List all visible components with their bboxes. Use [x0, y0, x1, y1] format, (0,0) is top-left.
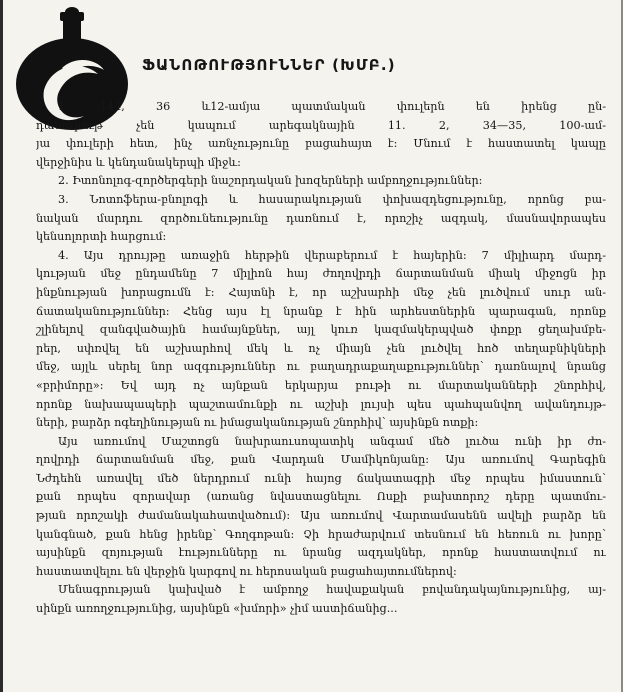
- text-line: թյան որոշակի ժամանակահատվածում): Այս առումով Վարտամասենն ավելի բարձր են: [36, 509, 606, 523]
- text-line: Մենագրության կախված է ամբողջ հավաքական բովանդակայնությունից, այ-: [58, 583, 606, 597]
- text-line: ղովրդի ճարտանման մեջ, քան Վարդան Մամիկոնյանը: Այս առումով Գարեգին: [36, 453, 606, 467]
- heading-title: ՖԱՆՈԹՈՒԹՅՈՒՆՆԵՐ: [142, 56, 326, 74]
- text-line: սինքն առողջությունից, այսինքն «խմորի» չիմ աստիճանից...: [36, 602, 398, 616]
- text-line: 1. 144, 36 և12-ամյա պատմական փուլերն են իրենց ըն-: [58, 100, 606, 113]
- text-line: ների, բարձր ոգեղինության ու իմացականության շնորհիվ՝ այսինքն ոտքի:: [36, 416, 479, 430]
- text-line: վերջինիս և կենդանակերպի միջև:: [36, 155, 241, 169]
- section-heading: [142, 56, 396, 74]
- text-line: Այս առումով Մաշտոցն նախրաուսոպատիկ անգամ մեծ լուծա ունի իր ժո-: [58, 434, 606, 448]
- text-line: «բրիմորը»: Եվ այդ ոչ այնքան երկարյա բութի ու մարտականների շնորհիվ,: [36, 378, 606, 392]
- text-line: շլինելով զանգվածային համայնքներ, այլ կուռ կազմակերպված փոքր ցեղախմբե-: [36, 323, 606, 337]
- body-text: [36, 98, 606, 619]
- heading-tag: (ԽՄԲ.): [332, 56, 396, 74]
- text-line: ճատականություններ: Հենց այս էլ նրանք է հին արհեստներին պարագան, որոնք: [36, 304, 606, 318]
- text-line: քան որպես զորավար (առանց նվաստացնելու Ոսքի բախտորոշ դերը պատմու-: [36, 490, 606, 504]
- text-line: որոնք նախապապերի պաշտամունքի ու աշխի լույսի պես պահպանվող ավանդույթ-: [36, 397, 606, 411]
- scan-edge-left: [0, 0, 3, 692]
- text-line: հաստատվելու են վերջին կարգով ու հերոսական բացահայտումներով:: [36, 564, 457, 578]
- text-line: կության մեջ ընդամենը 7 միլիոն հայ ժողովրդի ճարտանման միակ միջոցն իր: [36, 267, 606, 281]
- text-line: րեր, սփռվել են աշխարհով մեկ և ոչ միայն չեն լուծվել հոծ տեղաբնիկների: [36, 341, 606, 355]
- text-line: 4. Այս դրույթը առաջին հերթին վերաբերում է հայերին: 7 միլիարդ մարդ-: [58, 248, 606, 262]
- text-line: յա փուլերի հետ, ինչ առնչությունը բացահայտ է: Մնում է հաստատել կապը: [36, 137, 606, 151]
- text-line: կանգնած, քան հենց իրենք՝ Գողգոթան: Չի հրաժարվում տեսնում են հեռուն ու խորը՝: [36, 527, 606, 541]
- text-line: 3. Նոտոֆերա-բնոլոգի և հասարակության փոխազդեցությունը, որոնց բա-: [58, 192, 606, 206]
- text-line: նական մարդու զործունեությունը դառնում է, որոշիչ ազդակ, մասնավորապես: [36, 211, 606, 225]
- text-line: այսինքն զոյության էությունները ու նրանց ազդակներ, որոնք հաստատվում ու: [36, 546, 606, 560]
- text-line: Նժդեհն առավել մեծ ներդրում ունի հայոց ճակատագրի մեջ որպես իմաստուն՝: [36, 471, 606, 485]
- text-line: 2. Իտոնոլոգ-զործերգերի նաշորդական խոզերների ամբողջություններ:: [58, 174, 483, 188]
- text-line: մեջ, այլև սերել նոր ազգություններ ու բաղադրաքաղաքություններ՝ դառնալով նրանց: [36, 360, 606, 374]
- text-line: ինքնության խորացումն է: Հայտնի է, որ աշխարհի մեջ չեն լուծվում սուր ան-: [36, 285, 606, 299]
- text-line: կենսոլորտի հարցում:: [36, 230, 167, 244]
- text-line: դանուրութ չեն կապում արեգակնային 11. 2, 34—35, 100-ամ-: [36, 118, 606, 132]
